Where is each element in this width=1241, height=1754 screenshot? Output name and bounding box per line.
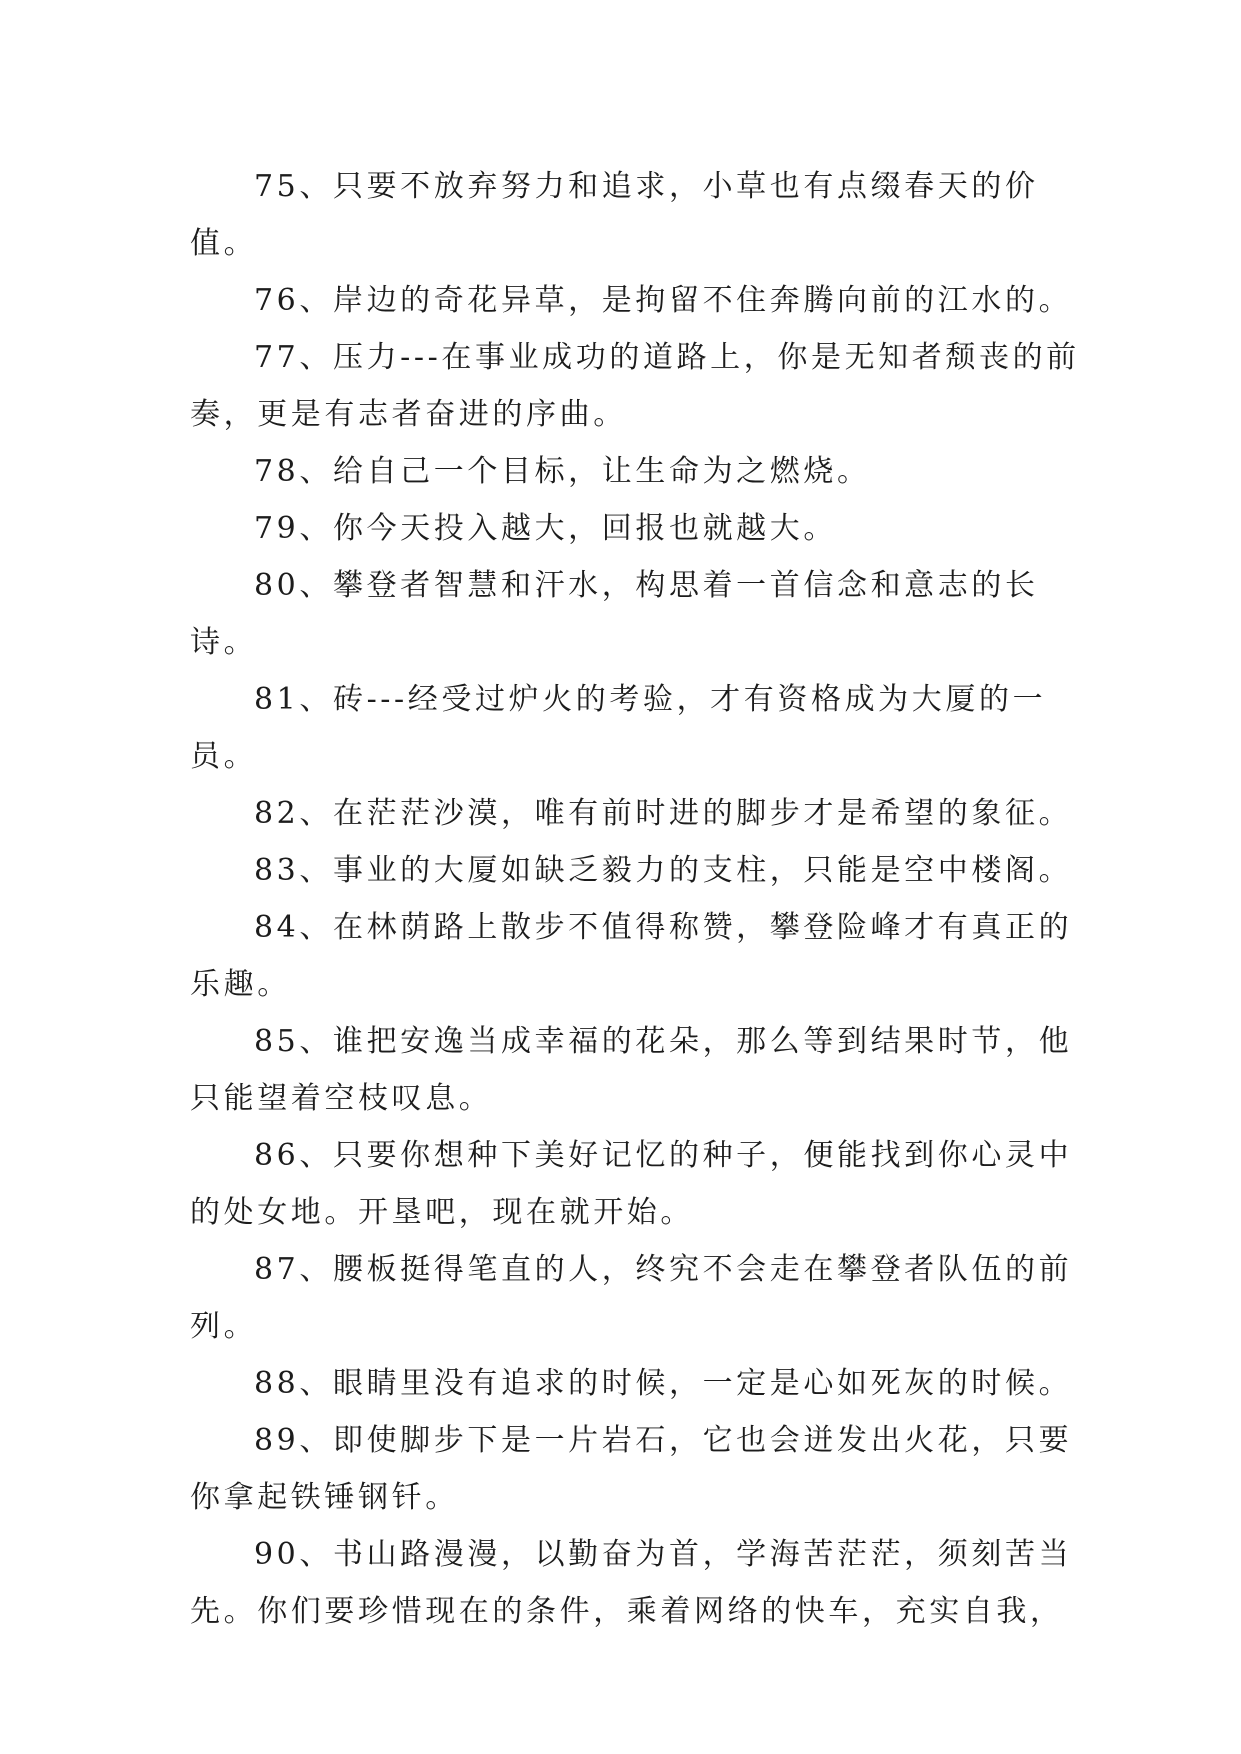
document-body	[190, 158, 1080, 1640]
paragraph-75: 75、只要不放弃努力和追求，小草也有点缀春天的价值。	[190, 169, 1039, 261]
paragraph-79: 79、你今天投入越大，回报也就越大。	[254, 511, 837, 546]
paragraph-86: 86、只要你想种下美好记忆的种子，便能找到你心灵中的处女地。开垦吧，现在就开始。	[190, 1138, 1073, 1230]
paragraph-85: 85、谁把安逸当成幸福的花朵，那么等到结果时节，他只能望着空枝叹息。	[190, 1024, 1073, 1116]
paragraph-80: 80、攀登者智慧和汗水，构思着一首信念和意志的长诗。	[190, 568, 1039, 660]
paragraph-83: 83、事业的大厦如缺乏毅力的支柱，只能是空中楼阁。	[254, 853, 1073, 888]
paragraph-81: 81、砖---经受过炉火的考验，才有资格成为大厦的一员。	[190, 682, 1047, 774]
paragraph-77: 77、压力---在事业成功的道路上，你是无知者颓丧的前奏，更是有志者奋进的序曲。	[190, 340, 1080, 432]
paragraph-87: 87、腰板挺得笔直的人，终究不会走在攀登者队伍的前列。	[190, 1252, 1073, 1344]
paragraph-84: 84、在林荫路上散步不值得称赞，攀登险峰才有真正的乐趣。	[190, 910, 1073, 1002]
paragraph-78: 78、给自己一个目标，让生命为之燃烧。	[254, 454, 871, 489]
paragraph-76: 76、岸边的奇花异草，是拘留不住奔腾向前的江水的。	[254, 283, 1073, 318]
paragraph-82: 82、在茫茫沙漠，唯有前时进的脚步才是希望的象征。	[254, 796, 1073, 831]
paragraph-88: 88、眼睛里没有追求的时候，一定是心如死灰的时候。	[254, 1366, 1073, 1401]
paragraph-90: 90、书山路漫漫，以勤奋为首，学海苦茫茫，须刻苦当先。你们要珍惜现在的条件，乘着网络的快车，充实自我，	[190, 1537, 1073, 1629]
paragraph-89: 89、即使脚步下是一片岩石，它也会迸发出火花，只要你拿起铁锤钢钎。	[190, 1423, 1073, 1515]
